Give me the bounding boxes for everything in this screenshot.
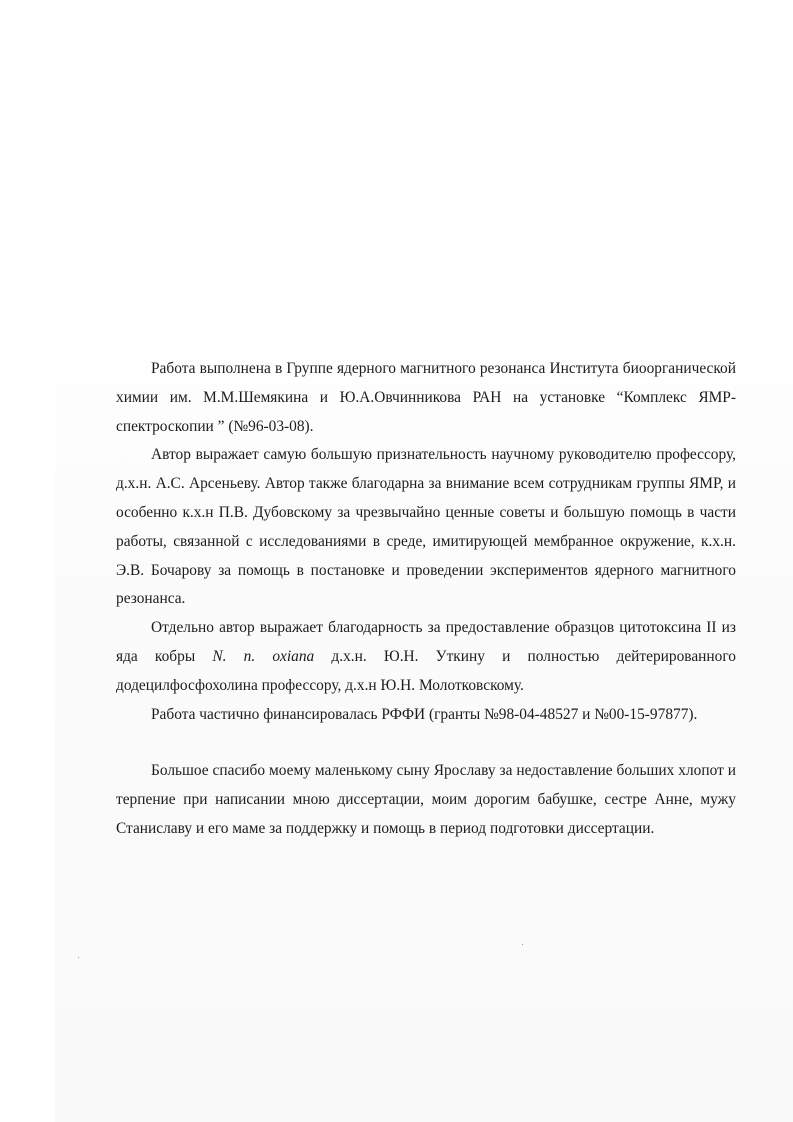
paragraph-samples-thanks (116, 614, 736, 700)
paragraph-spacer (116, 729, 736, 757)
scan-speck (522, 944, 523, 945)
species-name: N. n. oxiana (212, 647, 315, 665)
scan-speck (78, 957, 79, 958)
paragraph-supervisor-thanks: Автор выражает самую большую признательность научному руководителю профессору, д.х.н. А.С. Арсеньеву. Автор также благодарна за внимание всем сотрудникам группы ЯМР, и особенно к.х.н П.В. Дубовскому за чрезвычайно ценные советы и большую помощь в части работы, связанной с исследованиями в среде, имитирующей мембранное окружение, к.х.н. Э.В. Бочарову за помощь в постановке и проведении экспериментов ядерного магнитного резонанса. (116, 446, 736, 608)
samples-text-start: Отдельно автор выражает благодарность за предоставление образцов цитотоксина II из яда кобры (116, 619, 736, 665)
paragraph-funding: Работа частично финансировалась РФФИ (гранты №98-04-48527 и №00-15-97877). (151, 705, 698, 723)
paragraph-family-thanks: Большое спасибо моему маленькому сыну Ярославу за недоставление больших хлопот и терпение при написании мною диссертации, моим дорогим бабушке, сестре Анне, мужу Станиславу и его маме за поддержку и помощь в период подготовки диссертации. (116, 762, 736, 837)
samples-text-end: д.х.н. Ю.Н. Уткину и полностью дейтерированного додецилфосфохолина профессору, д.х.н Ю.Н. Молотковскому. (116, 647, 736, 694)
paragraph-work-location: Работа выполнена в Группе ядерного магнитного резонанса Института биоорганической химии им. М.М.Шемякина и Ю.А.Овчинникова РАН на установке “Комплекс ЯМР-спектроскопии ” (№96-03-08). (116, 360, 736, 435)
acknowledgements-text (116, 355, 736, 844)
